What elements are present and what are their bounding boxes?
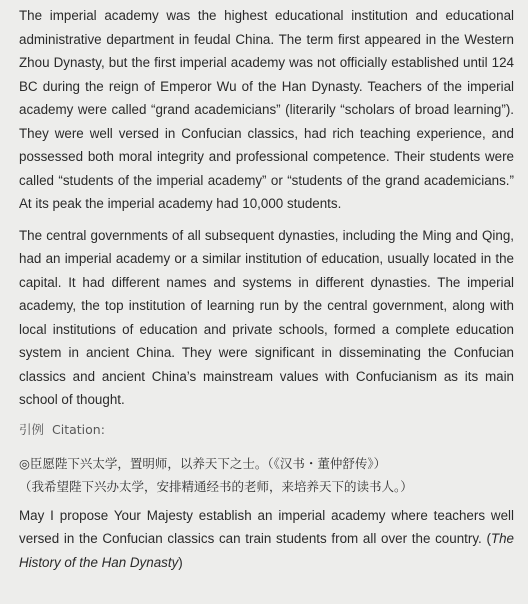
paragraph-subsequent-dynasties: The central governments of all subsequent dynasties, including the Ming and Qing, had an imperial academy or a similar institution of education, usually located in the capital. It had different names and systems in different dynasties. The imperial academy, the top institution of learning run by the central government, along with local institutions of education and private schools, formed a complete education system in ancient China. They were significant in disseminating the Confucian classics and ancient China’s mainstream values with Confucianism as its main school of thought. — [19, 227, 514, 407]
citation-label-cn: 引例 — [19, 421, 45, 437]
citation-translation — [19, 504, 514, 575]
citation-closing-paren: ) — [178, 554, 183, 570]
citation-translation-text: May I propose Your Majesty establish an imperial academy where teachers well versed in the Confucian classics can train students from all over the country. ( — [19, 507, 514, 546]
paragraph-intro: The imperial academy was the highest educational institution and educational administrative department in feudal China. The term first appeared in the Western Zhou Dynasty, but the first imperial academy was not officially established until 124 BC during the reign of Emperor Wu of the Han Dynasty. Teachers of the imperial academy were called “grand academicians” (literarily “scholars of broad learning”). They were well versed in Confucian classics, had rich teaching experience, and possessed both moral integrity and professional competence. Their students were called “students of the imperial academy” or “students of the grand academicians.” At its peak the imperial academy had 10,000 students. — [19, 8, 514, 211]
citation-classical-text: ◎臣愿陛下兴太学，置明师，以养天下之士。（《汉书・董仲舒传》） — [19, 455, 387, 471]
citation-modern-chinese: （我希望陛下兴办太学，安排精通经书的老师，来培养天下的读书人。） — [19, 478, 413, 494]
citation-label-en: Citation: — [52, 421, 105, 437]
citation-source-title: The History of the Han Dynasty — [19, 531, 514, 570]
citation-heading — [19, 420, 514, 440]
